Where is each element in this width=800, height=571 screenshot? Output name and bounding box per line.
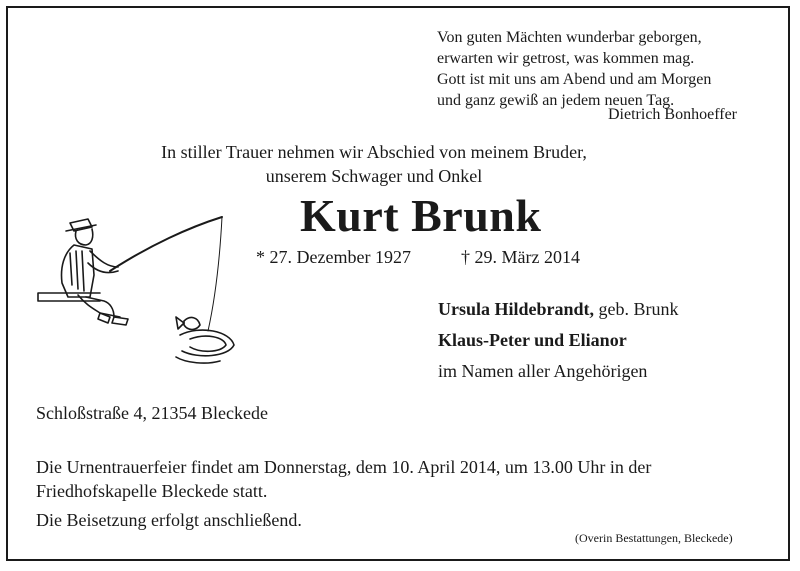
mourner-line-2: Klaus-Peter und Elianor (438, 330, 627, 350)
poem-line: Von guten Mächten wunderbar geborgen, (437, 29, 702, 46)
poem (437, 27, 711, 111)
death-date: † 29. März 2014 (461, 247, 580, 267)
burial-info: Die Beisetzung erfolgt anschließend. (36, 510, 302, 530)
fisherman-icon (30, 205, 260, 380)
mourner-line-1 (438, 299, 679, 320)
intro-line-2: unserem Schwager und Onkel (265, 166, 483, 186)
ceremony-line-1: Die Urnentrauerfeier findet am Donnerstag, dem 10. April 2014, um 13.00 Uhr in der (36, 457, 652, 477)
funeral-home-credit: (Overin Bestattungen, Bleckede) (575, 531, 733, 545)
ceremony-info (36, 455, 756, 503)
mourner-line-3: im Namen aller Angehörigen (438, 361, 648, 381)
intro-line-1: In stiller Trauer nehmen wir Abschied von meinem Bruder, (161, 142, 587, 162)
poem-line: erwarten wir getrost, was kommen mag. (437, 50, 695, 67)
birth-date: * 27. Dezember 1927 (256, 247, 411, 267)
ceremony-line-2: Friedhofskapelle Bleckede statt. (36, 481, 268, 501)
poem-author: Dietrich Bonhoeffer (608, 106, 737, 123)
poem-line: und ganz gewiß an jedem neuen Tag. (437, 92, 675, 109)
mourner-name: Ursula Hildebrandt, (438, 299, 595, 319)
address: Schloßstraße 4, 21354 Bleckede (36, 403, 268, 423)
deceased-name: Kurt Brunk (300, 190, 542, 241)
poem-line: Gott ist mit uns am Abend und am Morgen (437, 71, 712, 88)
mourner-maiden-name: geb. Brunk (594, 299, 679, 319)
